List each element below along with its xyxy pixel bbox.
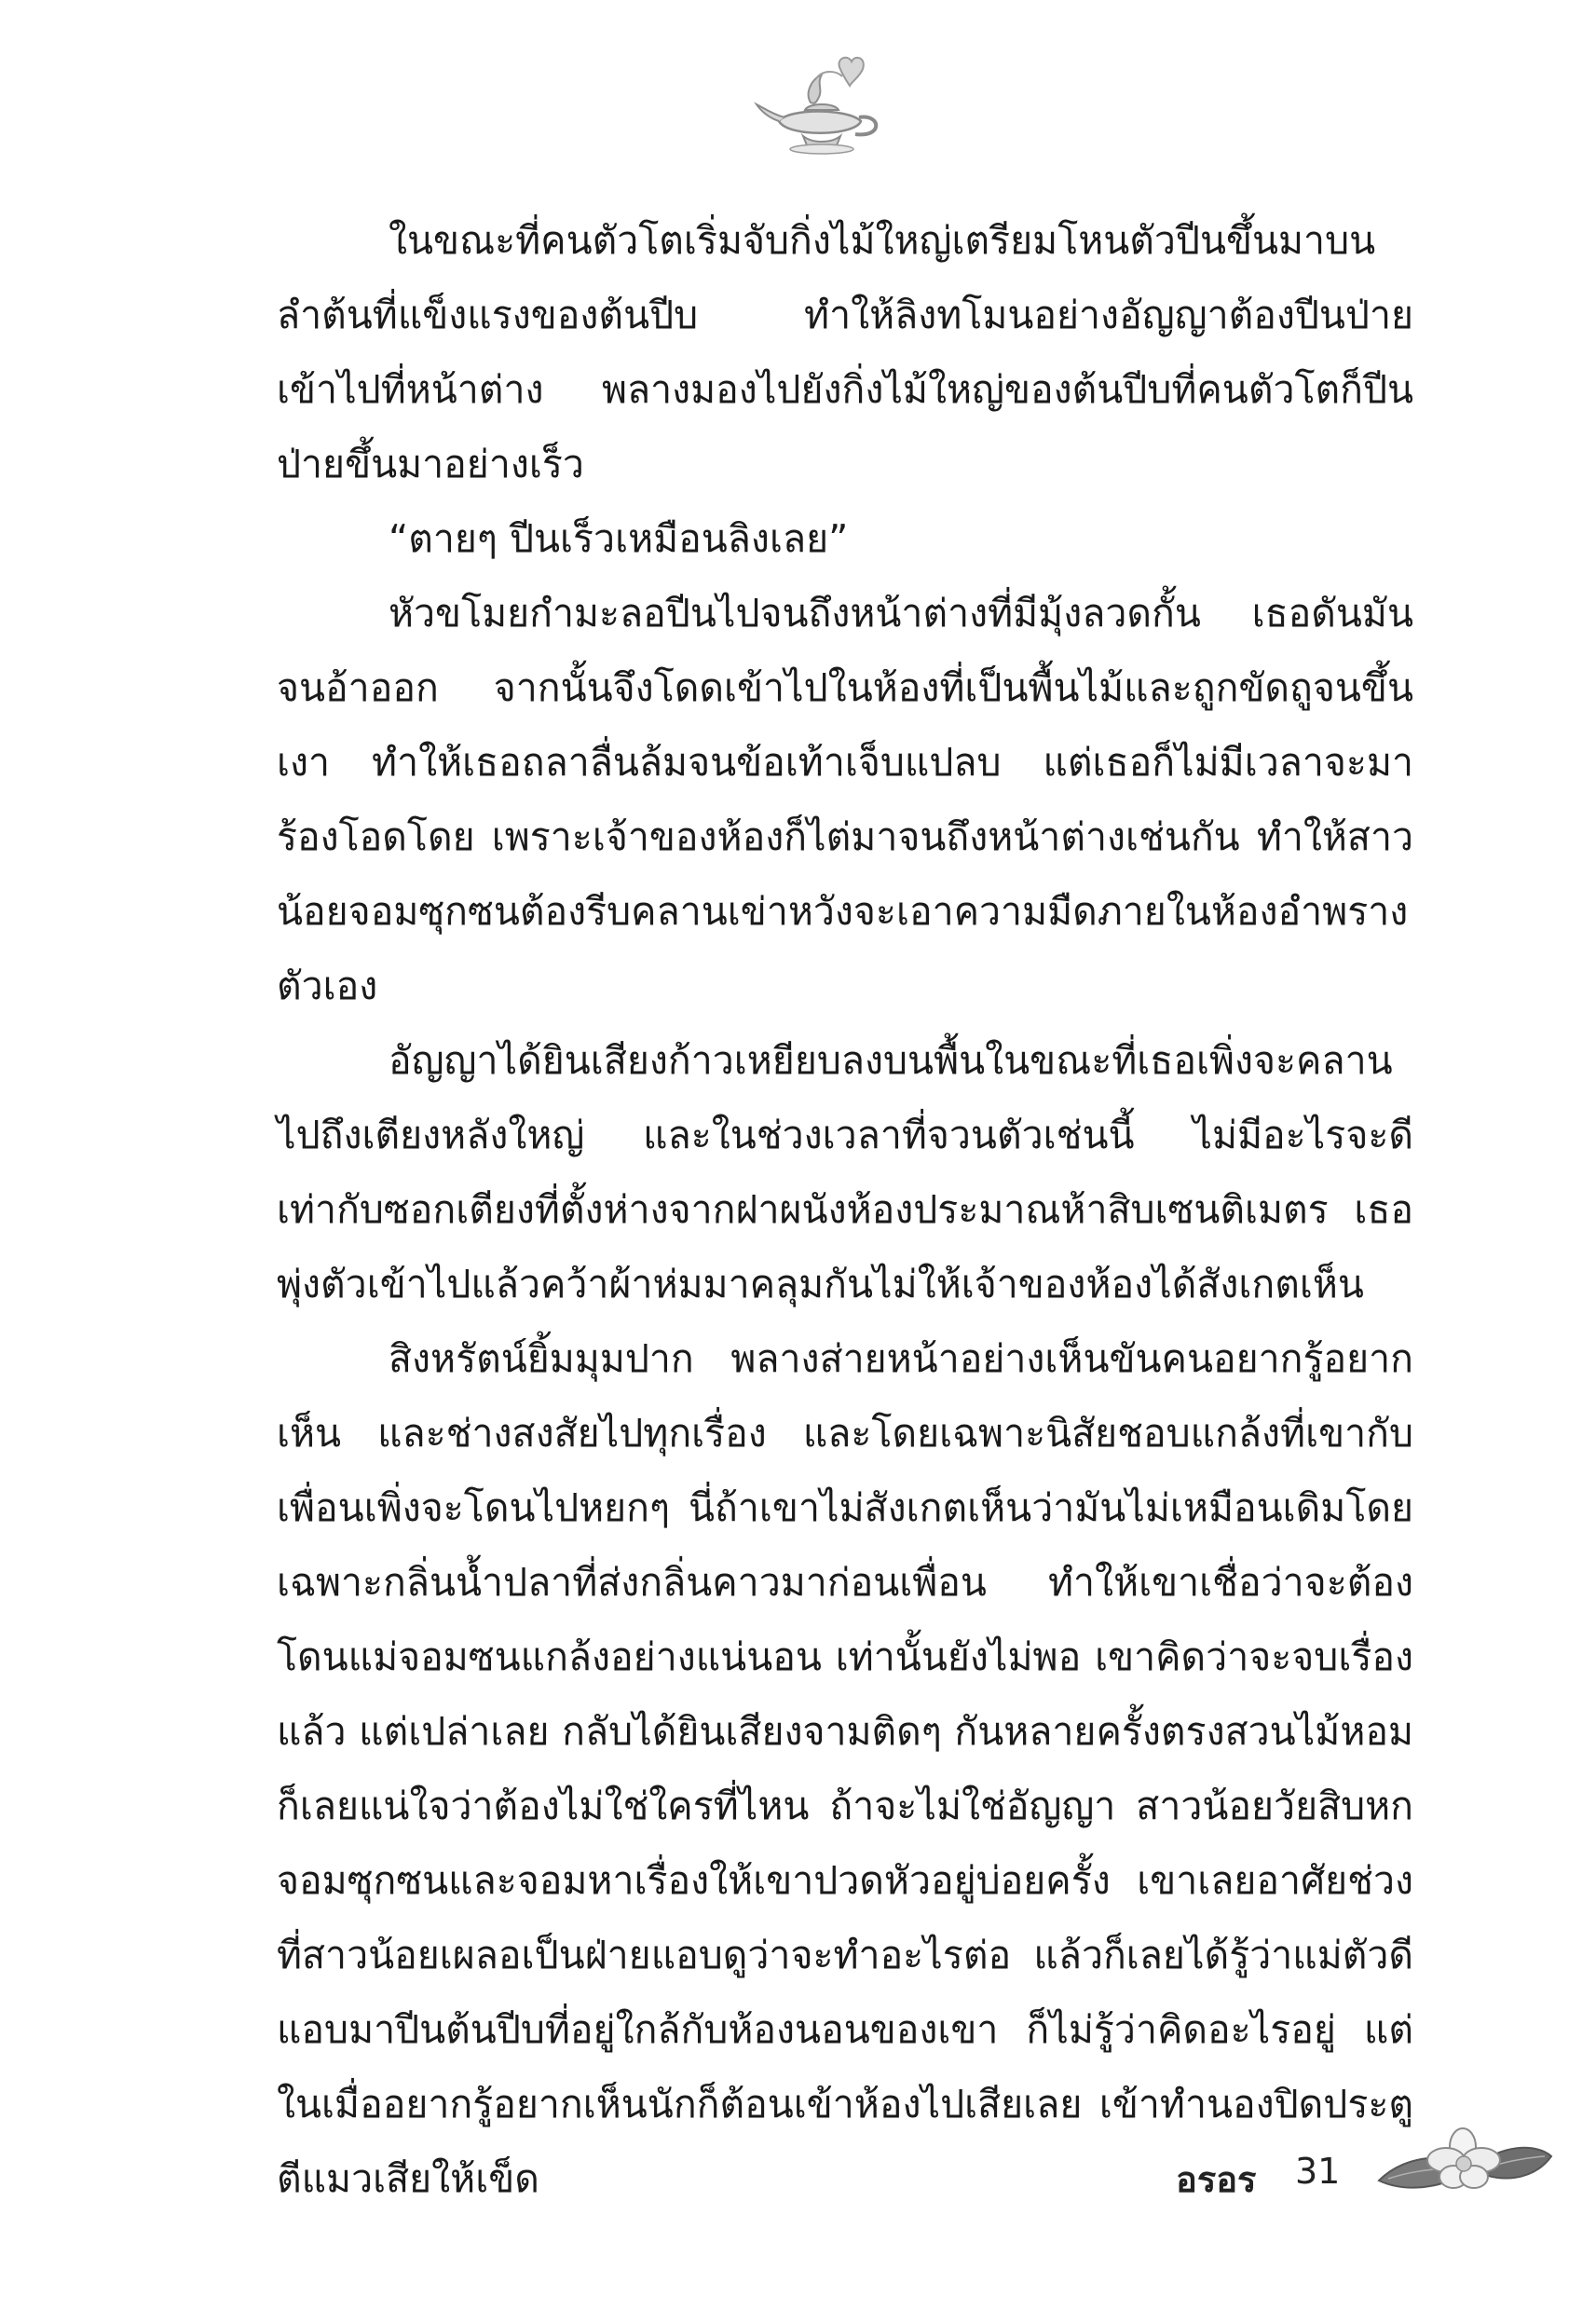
paragraph: หัวขโมยกำมะลอปีนไปจนถึงหน้าต่างที่มีมุ้งลวดกั้น เธอดันมันจนอ้าออก จากนั้นจึงโดดเข้าไปในห้องที่เป็นพื้นไม้และถูกขัดถูจนขึ้นเงา ทำให้เธอถลาลื่นล้มจนข้อเท้าเจ็บแปลบ แต่เธอก็ไม่มีเวลาจะมาร้องโอดโดย เพราะเจ้าของห้องก็ไต่มาจนถึงหน้าต่างเช่นกัน ทำให้สาวน้อยจอมซุกซนต้องรีบคลานเข่าหวังจะเอาความมืดภายในห้องอำพรางตัวเอง [277,591,1413,1008]
running-title: อรอร [1176,2159,1257,2200]
paragraph: “ตายๆ ปีนเร็วเหมือนลิงเลย” [389,516,849,561]
paragraph: ในขณะที่คนตัวโตเริ่มจับกิ่งไม้ใหญ่เตรียมโหนตัวปีนขึ้นมาบนลำต้นที่แข็งแรงของต้นปีบ ทำให้ลิงทโมนอย่างอัญญาต้องปีนป่ายเข้าไปที่หน้าต่าง พลางมองไปยังกิ่งไม้ใหญ่ของต้นปีบที่คนตัวโตก็ปีนป่ายขึ้นมาอย่างเร็ว [277,218,1413,486]
jasmine-flower-icon [1370,2115,1556,2218]
teapot-lamp-icon [751,48,891,165]
page-number: 31 [1295,2151,1341,2192]
paragraph: สิงหรัตน์ยิ้มมุมปาก พลางส่ายหน้าอย่างเห็นขันคนอยากรู้อยากเห็น และช่างสงสัยไปทุกเรื่อง และโดยเฉพาะนิสัยชอบแกล้งที่เขากับเพื่อนเพิ่งจะโดนไปหยกๆ นี่ถ้าเขาไม่สังเกตเห็นว่ามันไม่เหมือนเดิมโดยเฉพาะกลิ่นน้ำปลาที่ส่งกลิ่นคาวมาก่อนเพื่อน ทำให้เขาเชื่อว่าจะต้องโดนแม่จอมซนแกล้งอย่างแน่นอน เท่านั้นยังไม่พอ เขาคิดว่าจะจบเรื่องแล้ว แต่เปล่าเลย กลับได้ยินเสียงจามติดๆ กันหลายครั้งตรงสวนไม้หอม ก็เลยแน่ใจว่าต้องไม่ใช่ใครที่ไหน ถ้าจะไม่ใช่อัญญา สาวน้อยวัยสิบหกจอมซุกซนและจอมหาเรื่องให้เขาปวดหัวอยู่บ่อยครั้ง เขาเลยอาศัยช่วงที่สาวน้อยเผลอเป็นฝ่ายแอบดูว่าจะทำอะไรต่อ แล้วก็เลยได้รู้ว่าแม่ตัวดีแอบมาปีนต้นปีบที่อยู่ใกล้กับห้องนอนของเขา ก็ไม่รู้ว่าคิดอะไรอยู่ แต่ในเมื่ออยากรู้อยากเห็นนักก็ต้อนเข้าห้องไปเสียเลย เข้าทำนองปิดประตูตีแมวเสียให้เข็ด [277,1336,1413,2201]
paragraph: อัญญาได้ยินเสียงก้าวเหยียบลงบนพื้นในขณะที่เธอเพิ่งจะคลานไปถึงเตียงหลังใหญ่ และในช่วงเวลาที่จวนตัวเช่นนี้ ไม่มีอะไรจะดีเท่ากับซอกเตียงที่ตั้งห่างจากฝาผนังห้องประมาณห้าสิบเซนติเมตร เธอพุ่งตัวเข้าไปแล้วคว้าผ้าห่มมาคลุมกันไม่ให้เจ้าของห้องได้สังเกตเห็น [277,1038,1413,1306]
chapter-body [277,203,1413,2216]
page-footer [1165,2115,1556,2218]
